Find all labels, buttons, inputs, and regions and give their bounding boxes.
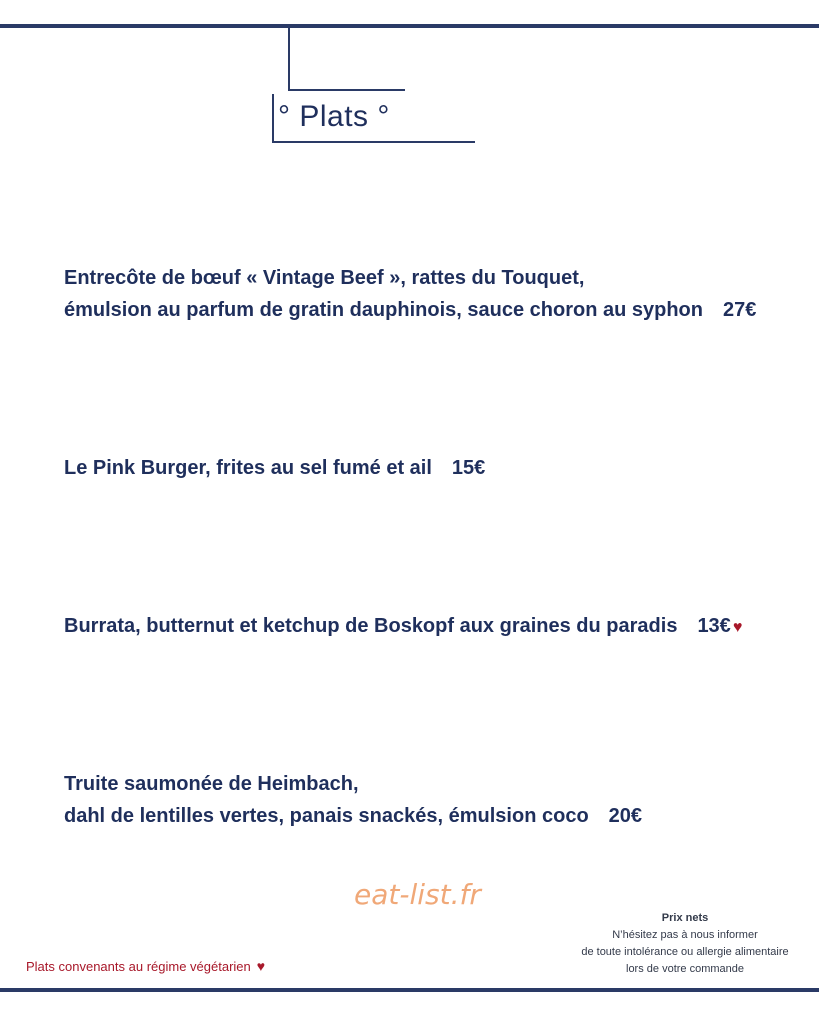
title-frame-bottom-line bbox=[272, 141, 475, 143]
vegetarian-note-text: Plats convenants au régime végétarien bbox=[26, 959, 251, 974]
dish-line bbox=[64, 800, 642, 832]
dish-line: Entrecôte de bœuf « Vintage Beef », rattes du Touquet, bbox=[64, 267, 585, 289]
title-frame-left-line bbox=[272, 94, 274, 142]
dish-line bbox=[64, 610, 742, 644]
info-block bbox=[540, 910, 819, 978]
bottom-rule bbox=[0, 988, 819, 992]
watermark: eat-list.fr bbox=[354, 878, 481, 911]
dish-line bbox=[64, 452, 485, 484]
info-line: N’hésitez pas à nous informer bbox=[612, 929, 758, 941]
info-line: de toute intolérance ou allergie alimentaire bbox=[581, 946, 789, 958]
dish-price: 20€ bbox=[608, 805, 643, 827]
heart-icon: ♥ bbox=[256, 958, 266, 974]
dish-line: Truite saumonée de Heimbach, bbox=[64, 773, 359, 795]
dish-line-text: dahl de lentilles vertes, panais snackés, émulsion coco bbox=[64, 805, 589, 827]
dish-line-text: Burrata, butternut et ketchup de Boskopf aux graines du paradis bbox=[64, 615, 678, 637]
dish-line-text: Le Pink Burger, frites au sel fumé et ail bbox=[64, 457, 432, 479]
dish-truite bbox=[64, 768, 642, 832]
dish-price: 27€ bbox=[722, 299, 757, 321]
title-frame-top-line bbox=[288, 89, 405, 91]
section-title-frame bbox=[0, 0, 819, 160]
dish-line-text: émulsion au parfum de gratin dauphinois, sauce choron au syphon bbox=[64, 299, 703, 321]
vegetarian-note bbox=[26, 958, 265, 974]
dish-entrecote bbox=[64, 262, 756, 326]
dish-price: 15€ bbox=[451, 457, 486, 479]
dish-burrata bbox=[64, 610, 742, 644]
dish-line bbox=[64, 294, 756, 326]
title-frame-vertical-line bbox=[288, 26, 290, 90]
section-title: ° Plats ° bbox=[278, 100, 390, 133]
dish-pink-burger bbox=[64, 452, 485, 484]
heart-icon: ♥ bbox=[732, 619, 743, 636]
info-title: Prix nets bbox=[661, 912, 709, 924]
info-line: lors de votre commande bbox=[626, 963, 744, 975]
dish-price: 13€ bbox=[697, 615, 731, 637]
